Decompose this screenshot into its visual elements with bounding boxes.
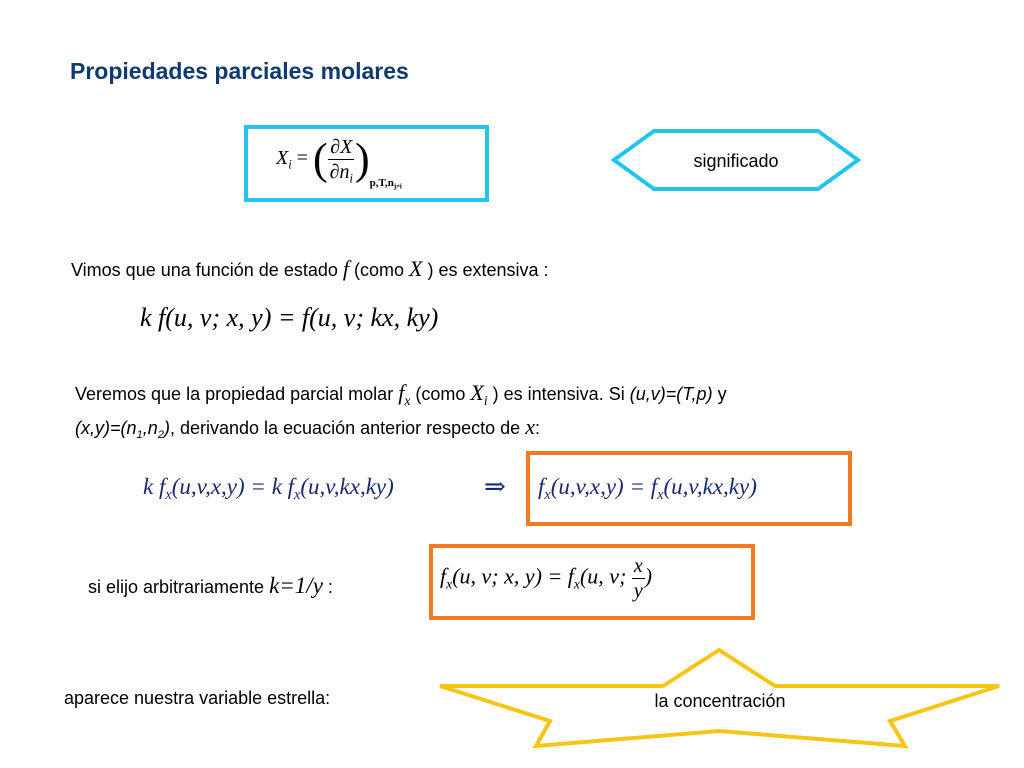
slide-title: Propiedades parciales molares (70, 58, 409, 84)
extensivity-equation: k f(u, v; x, y) = f(u, v; kx, ky) (140, 303, 439, 332)
definition-formula: $X_i$ = ( $\frac{\partial X}{\partial n_i}$ )$_{p,T,n_{j\ne i}}$ (276, 134, 402, 191)
significado-label: significado (693, 151, 779, 171)
definition-formula-box (244, 125, 489, 202)
star-variable-statement: aparece nuestra variable estrella: (64, 688, 331, 708)
intensive-statement: Veremos que la propiedad parcial molar $f_x$ (como $X_i$ ) es intensiva. Si (u,v)=(T,p) y (75, 380, 727, 408)
implies-arrow: ⇒ (484, 472, 506, 501)
extensive-statement: Vimos que una función de estado f (como X ) es extensiva : (71, 256, 549, 281)
concentration-label: la concentración (654, 691, 786, 711)
derivative-equation-left: k $f_x(u,v,x,y) = k$ $f_x(u,v,kx,ky)$ (143, 474, 394, 503)
concentration-equation: $f_x(u$, v; x, $y) = f_x(u$, v; $\frac{x}{y}$ ) (440, 555, 653, 602)
arbitrary-choice-statement: si elijo arbitrariamente k=1/y : (88, 573, 333, 598)
homogeneity-result-equation: $f_x(u,v,x,y) = f_x(u,v,kx,ky)$ (538, 474, 757, 503)
derivation-statement: $(x,y)=(n_1,n_2)$, derivando la ecuación anterior respecto de x: (75, 414, 540, 441)
